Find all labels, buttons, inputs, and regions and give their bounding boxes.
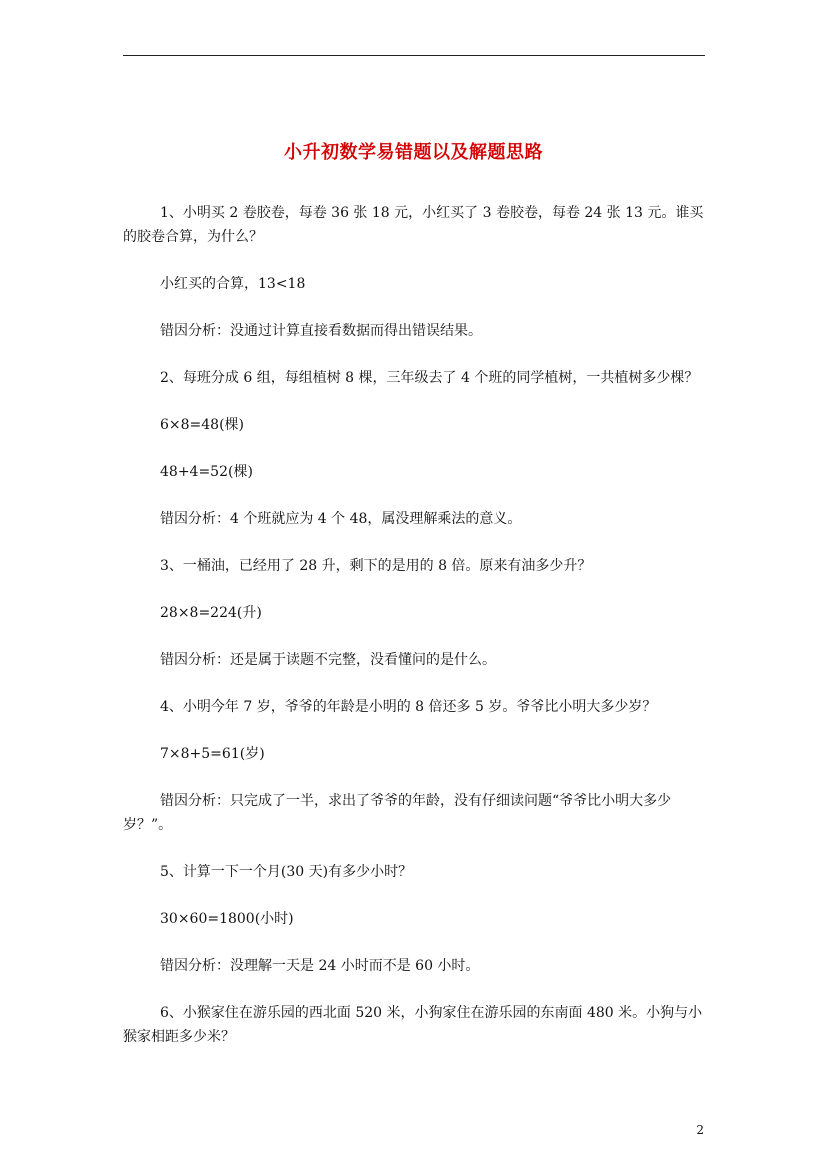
paragraph: 28×8=224(升) (160, 605, 262, 621)
paragraph: 小红买的合算，13<18 (160, 276, 306, 292)
paragraph: 7×8+5=61(岁) (160, 746, 265, 762)
paragraph: 48+4=52(棵) (160, 464, 253, 480)
page-number: 2 (696, 1123, 704, 1137)
paragraph: 6×8=48(棵) (160, 417, 245, 433)
document-body (123, 201, 707, 1049)
paragraph: 错因分析：没理解一天是 24 小时而不是 60 小时。 (160, 958, 480, 974)
header-rule (123, 55, 705, 56)
paragraph: 错因分析：还是属于读题不完整，没看懂问的是什么。 (160, 652, 496, 668)
paragraph: 6、小猴家住在游乐园的西北面 520 米，小狗家住在游乐园的东南面 480 米。小狗与小猴家相距多少米？ (123, 1005, 703, 1045)
paragraph: 1、小明买 2 卷胶卷，每卷 36 张 18 元，小红买了 3 卷胶卷，每卷 24 张 13 元。谁买的胶卷合算，为什么？ (123, 205, 704, 245)
paragraph: 2、每班分成 6 组，每组植树 8 棵，三年级去了 4 个班的同学植树，一共植树多少棵？ (160, 370, 699, 386)
paragraph: 5、计算一下一个月(30 天)有多少小时？ (160, 864, 413, 880)
document-title: 小升初数学易错题以及解题思路 (284, 142, 543, 163)
paragraph: 4、小明今年 7 岁，爷爷的年龄是小明的 8 倍还多 5 岁。爷爷比小明大多少岁？ (160, 699, 657, 715)
paragraph: 错因分析：只完成了一半，求出了爷爷的年龄，没有仔细读问题“爷爷比小明大多少岁？”。 (123, 793, 672, 833)
paragraph: 3、一桶油，已经用了 28 升，剩下的是用的 8 倍。原来有油多少升？ (160, 558, 592, 574)
paragraph: 30×60=1800(小时) (160, 911, 294, 927)
paragraph: 错因分析：没通过计算直接看数据而得出错误结果。 (160, 323, 482, 339)
paragraph: 错因分析：4 个班就应为 4 个 48，属没理解乘法的意义。 (160, 511, 522, 527)
